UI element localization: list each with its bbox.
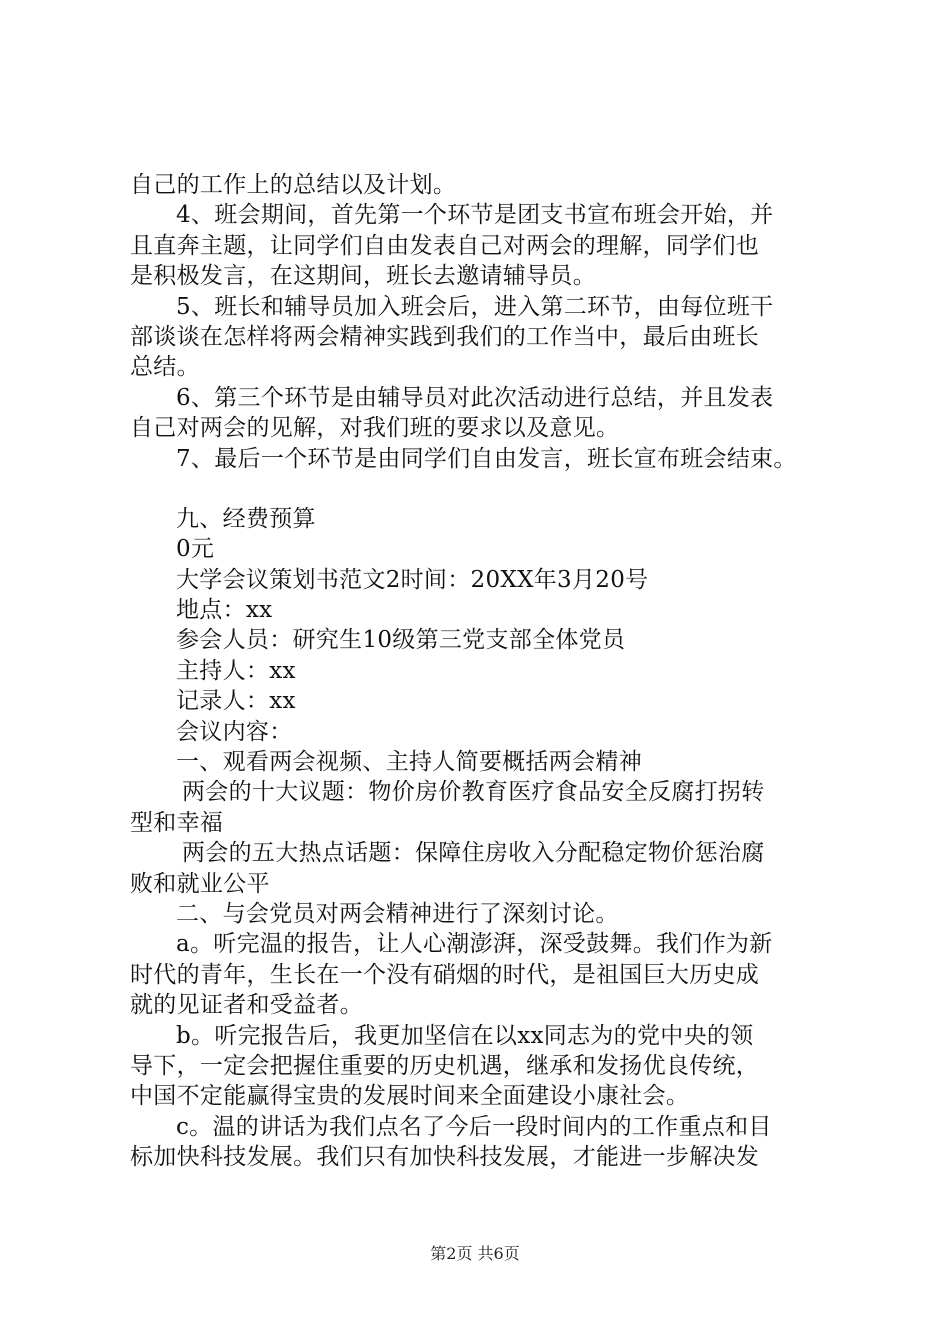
page-number-footer: 第2页 共6页 [430,1244,520,1263]
text-line: b。听完报告后，我更加坚信在以xx同志为的党中央的领 [176,1022,754,1049]
text-line: 型和幸福 [130,809,224,836]
text-line: 两会的十大议题：物价房价教育医疗食品安全反腐打拐转 [182,779,765,806]
text-line: 中国不定能赢得宝贵的发展时间来全面建设小康社会。 [130,1083,690,1110]
text-line: 参会人员：研究生10级第三党支部全体党员 [176,627,626,654]
text-line: 会议内容： [176,718,293,745]
text-line: 主持人：xx [176,657,296,684]
text-line: 自己的工作上的总结以及计划。 [130,172,457,198]
text-line: 地点：xx [176,597,273,624]
text-line: 6、第三个环节是由辅导员对此次活动进行总结，并且发表 [176,384,774,411]
text-line: 导下，一定会把握住重要的历史机遇，继承和发扬优良传统， [130,1052,760,1079]
text-line: 就的见证者和受益者。 [130,992,363,1019]
text-line: 7、最后一个环节是由同学们自由发言，班长宣布班会结束。 [176,445,797,472]
paragraph-gap [130,474,850,504]
text-line: 败和就业公平 [130,870,270,897]
text-line: 4、班会期间，首先第一个环节是团支书宣布班会开始，并 [176,202,774,229]
text-line: 自己对两会的见解，对我们班的要求以及意见。 [130,415,620,442]
text-line: 是积极发言，在这期间，班长去邀请辅导员。 [130,263,596,290]
section-heading: 一、观看两会视频、主持人简要概括两会精神 [176,749,642,776]
section-heading: 二、与会党员对两会精神进行了深刻讨论。 [176,900,619,927]
text-line: 5、班长和辅导员加入班会后，进入第二环节，由每位班干 [176,293,774,320]
text-line: 且直奔主题，让同学们自由发表自己对两会的理解，同学们也 [130,232,760,259]
text-line: c。温的讲话为我们点名了今后一段时间内的工作重点和目 [176,1113,772,1140]
text-line: 部谈谈在怎样将两会精神实践到我们的工作当中，最后由班长 [130,323,760,350]
text-line: 两会的五大热点话题：保障住房收入分配稳定物价惩治腐 [182,840,765,867]
text-line: 大学会议策划书范文2时间：20XX年3月20号 [176,566,649,593]
document-body [130,170,850,1173]
text-line: a。听完温的报告，让人心潮澎湃，深受鼓舞。我们作为新 [176,931,773,958]
text-line: 时代的青年，生长在一个没有硝烟的时代，是祖国巨大历史成 [130,961,760,988]
text-line: 0元 [176,536,215,563]
text-line: 总结。 [130,354,200,381]
text-line: 标加快科技发展。我们只有加快科技发展，才能进一步解决发 [130,1144,760,1171]
section-heading: 九、经费预算 [176,505,316,532]
text-line: 记录人：xx [176,688,296,715]
